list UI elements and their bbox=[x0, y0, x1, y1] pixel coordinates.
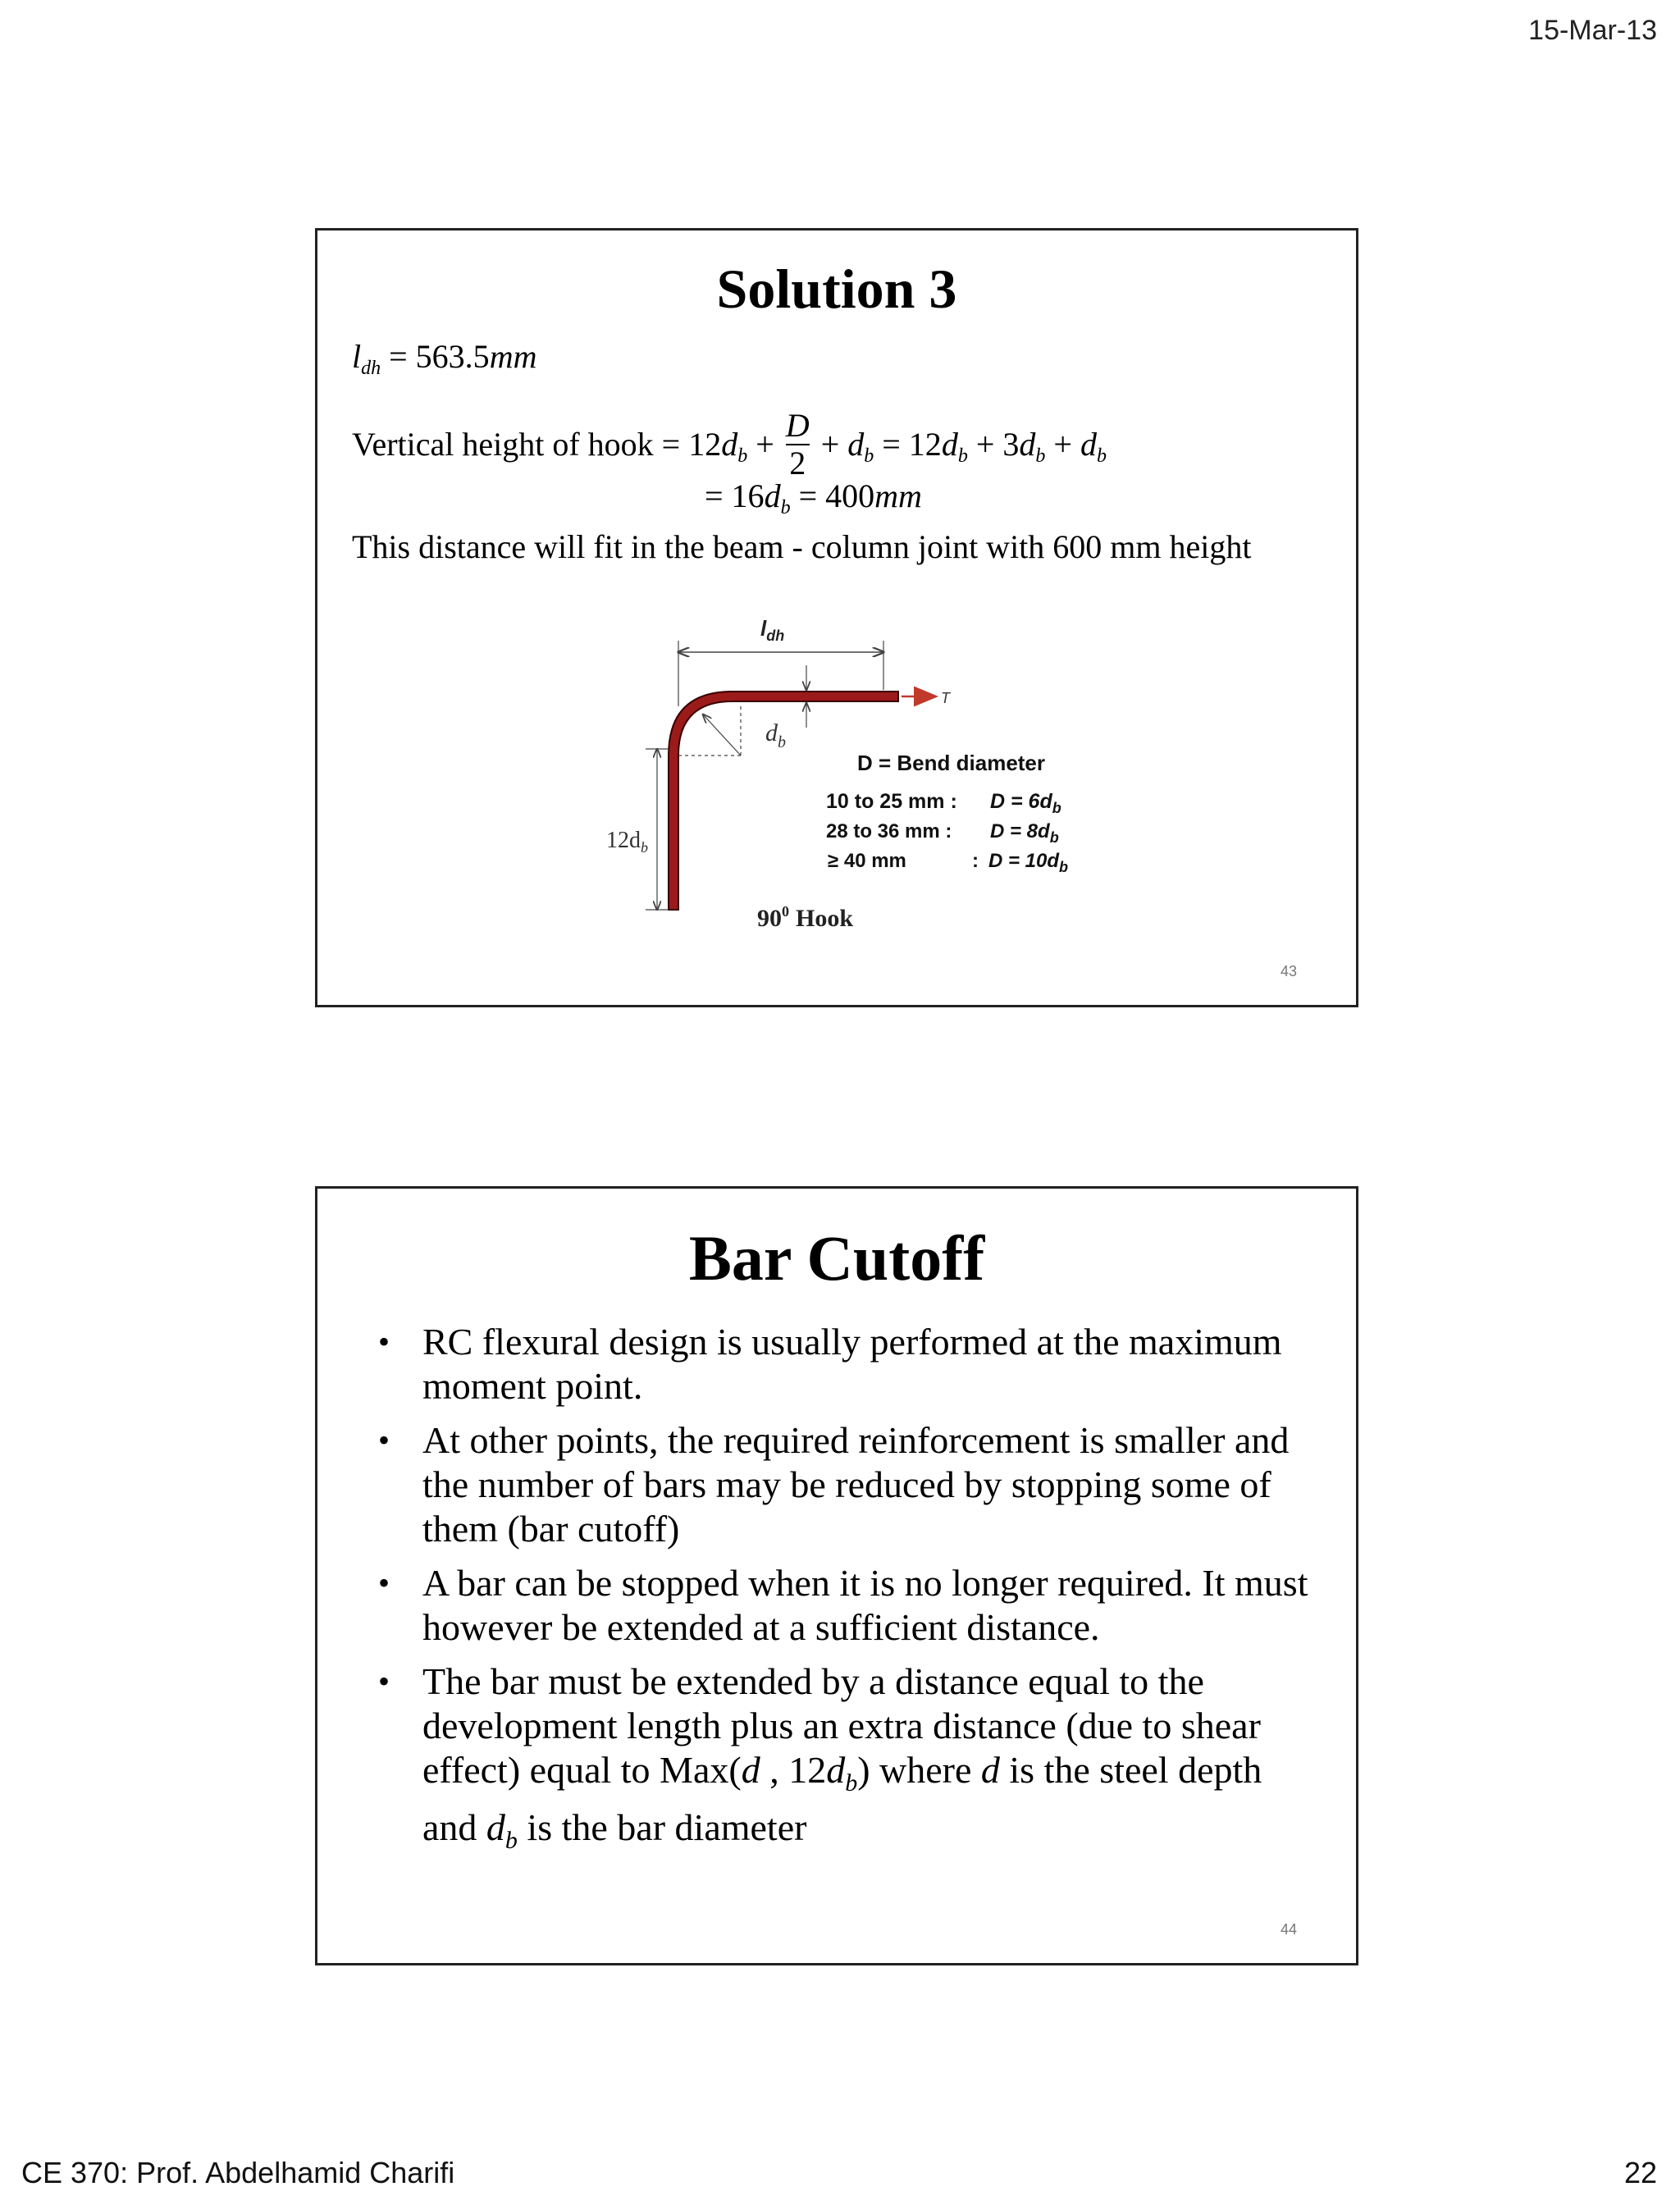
slide-bar-cutoff bbox=[315, 1186, 1358, 1965]
eq-unit: mm bbox=[874, 477, 922, 514]
bullet-dot-icon: • bbox=[378, 1663, 390, 1700]
eq-symbol: d bbox=[764, 477, 781, 514]
eq-operator: + bbox=[756, 426, 774, 463]
bullet-dot-icon: • bbox=[378, 1564, 390, 1601]
bend-row-rule: $D = 8d_b$ bbox=[990, 820, 1059, 846]
bend-row-range: 10 to 25 mm : bbox=[826, 790, 957, 813]
bullet-dot-icon: • bbox=[378, 1422, 390, 1459]
slide-title: Bar Cutoff bbox=[688, 1222, 985, 1294]
page-date: 15-Mar-13 bbox=[1528, 15, 1657, 46]
eq-text: = 12 bbox=[882, 426, 942, 463]
bend-radius-line bbox=[703, 714, 741, 756]
page-number: 22 bbox=[1623, 2156, 1657, 2189]
eq-subscript: b bbox=[957, 445, 968, 468]
bullet-dot-icon: • bbox=[378, 1323, 390, 1360]
eq-subscript: b bbox=[864, 445, 874, 468]
fraction-numerator: D bbox=[785, 407, 810, 444]
bullet-item bbox=[372, 1418, 1323, 1551]
eq-subscript: b bbox=[1096, 445, 1107, 468]
eq-symbol: d bbox=[1019, 426, 1036, 463]
slide-title: Solution 3 bbox=[716, 258, 957, 320]
eq-symbol: l bbox=[352, 338, 362, 375]
eq-text: + 3 bbox=[975, 426, 1020, 463]
bend-row-range: ≥ 40 mm bbox=[828, 850, 906, 872]
bullet-item bbox=[372, 1659, 1323, 1863]
bend-diameter-label: D = Bend diameter bbox=[857, 751, 1046, 775]
fraction-denominator: 2 bbox=[786, 444, 810, 482]
eq-value: = 563.5 bbox=[389, 338, 490, 375]
eq-symbol: d bbox=[847, 426, 865, 463]
eq-subscript: b bbox=[1035, 445, 1046, 468]
ldh-label: $l_{dh}$ bbox=[760, 616, 785, 644]
bullet-list bbox=[372, 1320, 1323, 1873]
eq-subscript: dh bbox=[361, 358, 381, 379]
slide-number: 43 bbox=[1280, 963, 1297, 979]
bullet-text: A bar can be stopped when it is no longer required. It must however be extended at a sufficient distance. bbox=[422, 1562, 1308, 1648]
twelve-db-label: $12d_b$ bbox=[606, 828, 648, 856]
eq-symbol: d bbox=[721, 426, 738, 463]
hook-diagram bbox=[317, 231, 1356, 1005]
bend-row-separator: : bbox=[972, 850, 979, 872]
bullet-item bbox=[372, 1320, 1323, 1408]
bullet-text: The bar must be extended by a distance equal to the development length plus an extra distance (due to shear effect) equal to Max(d , $12d_b$) where d is the steel depth and $d_b$ is the bar diameter bbox=[422, 1660, 1262, 1854]
eq-unit: mm bbox=[489, 338, 537, 375]
eq-operator: + bbox=[820, 426, 840, 463]
eq-operator: + bbox=[1053, 426, 1072, 463]
db-label: $d_b$ bbox=[765, 719, 786, 751]
bullet-text: At other points, the required reinforcement is smaller and the number of bars may be reduced by stopping some of them (bar cutoff) bbox=[422, 1419, 1290, 1550]
bend-row-range: 28 to 36 mm : bbox=[826, 820, 952, 842]
bend-row-rule: $D = 10d_b$ bbox=[988, 850, 1069, 875]
fit-statement: This distance will fit in the beam - column joint with 600 mm height bbox=[352, 528, 1252, 565]
eq-subscript: b bbox=[737, 445, 748, 468]
eq-text: Vertical height of hook = 12 bbox=[352, 426, 722, 463]
tension-label: T bbox=[941, 690, 950, 706]
bullet-text: RC flexural design is usually performed at the maximum moment point. bbox=[422, 1321, 1282, 1407]
eq-text: = 16 bbox=[705, 477, 765, 514]
hook-caption: $90^0$ Hook bbox=[757, 903, 854, 932]
slide-solution-3 bbox=[315, 228, 1358, 1007]
course-footer: CE 370: Prof. Abdelhamid Charifi bbox=[21, 2156, 455, 2189]
bullet-item bbox=[372, 1561, 1323, 1650]
eq-symbol: d bbox=[1080, 426, 1097, 463]
eq-text: = 400 bbox=[798, 477, 875, 514]
eq-symbol: d bbox=[941, 426, 958, 463]
eq-subscript: b bbox=[780, 497, 791, 518]
bend-row-rule: $D = 6d_b$ bbox=[990, 790, 1061, 816]
slide-number: 44 bbox=[1280, 1921, 1297, 1938]
